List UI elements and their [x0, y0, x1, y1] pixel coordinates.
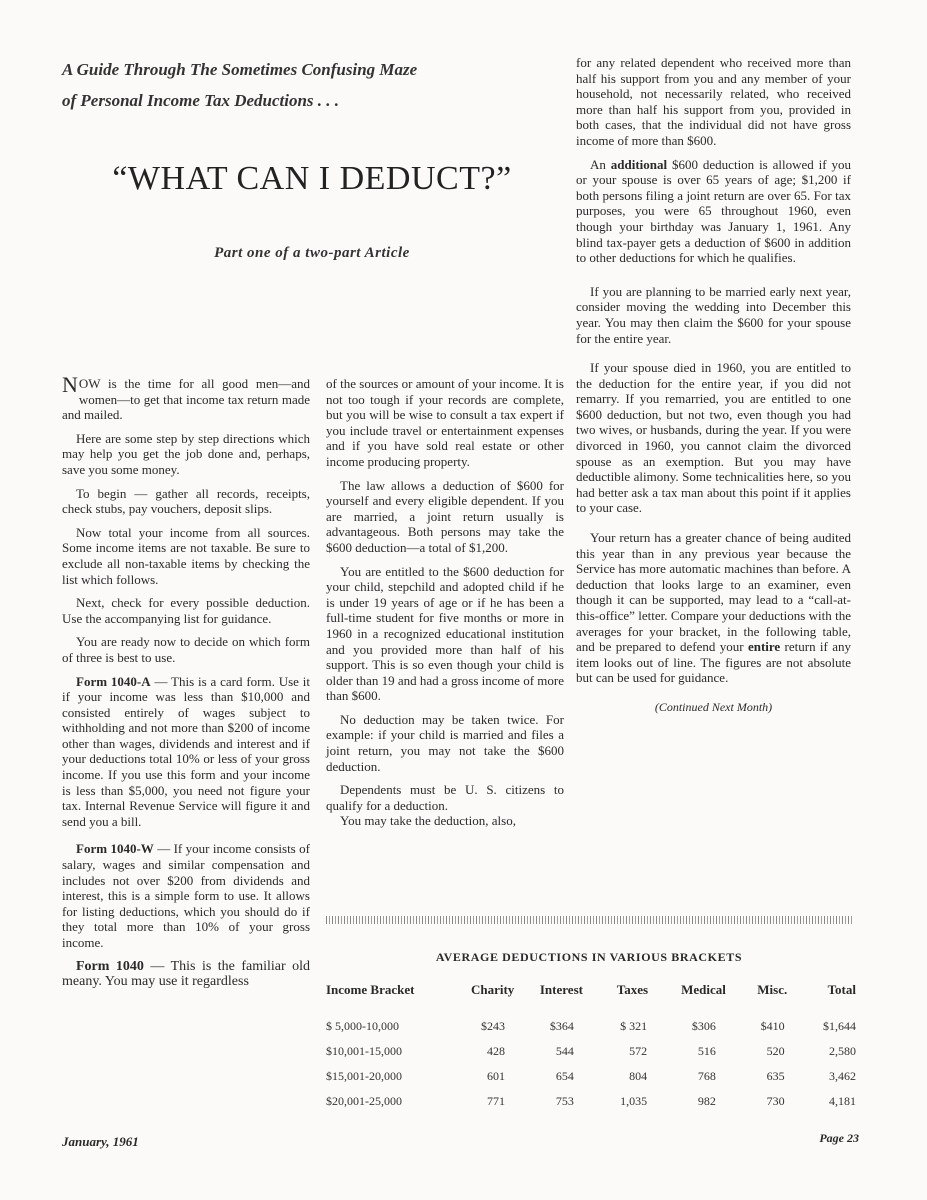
paragraph-text: return if any item looks out of line. The figures are not absolute but can be used for guidance. [576, 639, 851, 686]
column-header: Misc. [757, 982, 788, 997]
table-row [326, 1089, 856, 1114]
article-subtitle: Part one of a two-part Article [214, 245, 410, 261]
paragraph: No deduction may be taken twice. For example: if your child is married and files a joint return, you may not take the $600 deduction. [326, 711, 564, 774]
table-cell: 771 [487, 1094, 506, 1108]
table-cell: 730 [766, 1094, 785, 1108]
emphasis: additional [610, 156, 668, 172]
table-cell: 544 [555, 1044, 574, 1058]
middle-column [326, 376, 564, 837]
paragraph: If your spouse died in 1960, you are entitled to the deduction for the entire year, if you did not remarry. If you remarried, you are entitled to one $600 deduction, but not two, even though you had two wives, or husbands, during the year. If you were divorced in 1960, you cannot claim the divorced spouse as an exemption. But you may have deductible alimony. Some technicalities here, so you had better ask a tax man about this point if it applies to your case. [576, 360, 851, 516]
emphasis: entire [747, 639, 781, 655]
paragraph: If you are planning to be married early next year, consider moving the wedding into December this year. You may then claim the $600 for your spouse for the entire year. [576, 283, 851, 346]
table-header-row [326, 978, 856, 1014]
column-header: Income Bracket [326, 982, 415, 997]
table-cell: $10,001-15,000 [326, 1044, 402, 1058]
paragraph: To begin — gather all records, receipts, check stubs, pay vouchers, deposit slips. [62, 485, 310, 517]
column-header: Total [827, 982, 856, 997]
table-cell: 654 [555, 1069, 574, 1083]
paragraph-text: An [590, 156, 611, 172]
paragraph-form-1040w [62, 841, 310, 950]
table-cell: $410 [760, 1019, 785, 1033]
paragraph: Now total your income from all sources. Some income items are not taxable. Be sure to exclude all non-taxable items by checking the list which follows. [62, 524, 310, 587]
table-row [326, 1064, 856, 1089]
table-cell: 4,181 [829, 1094, 856, 1108]
table-cell: 3,462 [829, 1069, 856, 1083]
column-header: Medical [681, 982, 726, 997]
kicker-line-1: A Guide Through The Sometimes Confusing Maze [62, 60, 418, 79]
column-header: Interest [539, 982, 583, 997]
table-cell: 1,035 [620, 1094, 648, 1108]
table-title: AVERAGE DEDUCTIONS IN VARIOUS BRACKETS [435, 950, 743, 964]
table-cell: $15,001-20,000 [326, 1069, 402, 1083]
form-label: Form 1040-W [76, 841, 154, 857]
kicker-line-2: of Personal Income Tax Deductions . . . [62, 91, 340, 110]
continued-note: (Continued Next Month) [654, 699, 773, 714]
table-cell: $20,001-25,000 [326, 1094, 402, 1108]
decorative-divider [326, 916, 852, 924]
paragraph-text: — If your income consists of salary, wages and similar compensation and includes not over $200 from dividends and interest, this is a simple form to use. It allows for listing deductions, which you should do if they total more than 10% of your gross income. [62, 841, 310, 950]
paragraph [576, 157, 851, 266]
paragraph-text: Your return has a greater chance of being audited this year than in any previous year because the Service has more automatic machines than before. A deduction that looks large to an examiner, even though it can be supported, may lead to a “call-at-this-office” letter. Compare your deductions with the averages for your bracket, in the following table, and be prepared to defend your [576, 530, 851, 655]
table-cell: 753 [555, 1094, 574, 1108]
paragraph: for any related dependent who received more than half his support from you and any member of your household, not necessarily related, who received more than half his support from you, provided in both cases, that the individual did not have gross income of more than $600. [576, 55, 851, 148]
page-number: Page 23 [819, 1131, 859, 1145]
paragraph: The law allows a deduction of $600 for yourself and every eligible dependent. If you are married, a joint return usually is advantageous. Both persons may take the $600 deduction—a total of $1,200. [326, 477, 564, 555]
issue-date: January, 1961 [62, 1134, 139, 1149]
table-cell: 768 [697, 1069, 716, 1083]
paragraph-text: $600 deduction is allowed if you or your spouse is over 65 years of age; $1,200 if both persons filing a joint return are over 65. For tax purposes, you were 65 throughout 1960, even though your birthday was January 1, 1961. Any blind tax-payer gets a deduction of $600 in addition to other deductions for which he qualifies. [576, 156, 851, 266]
paragraph-text: — This is the familiar old meany. You may use it regardless [62, 958, 310, 990]
table-cell: 516 [697, 1044, 716, 1058]
paragraph [576, 530, 851, 686]
paragraph: You are entitled to the $600 deduction for your child, stepchild and adopted child if he is under 19 years of age or if he has been a full-time student for five months or more in 1960 in a recognized educational institution and you provided more than half of his support. This is so even though your child is older than 19 and had a gross income of more than $600. [326, 563, 564, 704]
paragraph: Here are some step by step directions which may help you get the job done and, perhaps, save you some money. [62, 430, 310, 477]
form-label: Form 1040-A [76, 673, 151, 689]
table-cell: 520 [766, 1044, 785, 1058]
table-cell: 804 [629, 1069, 648, 1083]
paragraph: of the sources or amount of your income. It is not too tough if your records are complete, but you will be wise to consult a tax expert if you include travel or entertainment expenses and if you have sold real estate or other income producing property. [326, 376, 564, 469]
paragraph: You may take the deduction, also, [340, 813, 516, 829]
column-header: Taxes [616, 982, 649, 997]
table-cell: $1,644 [823, 1019, 856, 1033]
table-cell: $ 321 [620, 1019, 648, 1033]
paragraph-text: — This is a card form. Use it if your income was less than $10,000 and consisted entirely of wages subject to withholding and not more than $200 of income other than wages, dividends and interest and if your deductions total 10% or less of your gross income. If you use this form and your income is less than $5,000, you need not figure your tax. Internal Revenue Service will figure it and send you a bill. [62, 673, 310, 829]
form-label: Form 1040 [76, 958, 144, 974]
table-cell: 428 [487, 1044, 506, 1058]
table-cell: $ 5,000-10,000 [326, 1019, 399, 1033]
table-row [326, 1014, 856, 1039]
table-cell: 982 [697, 1094, 716, 1108]
table-cell: 635 [766, 1069, 785, 1083]
table-cell: $306 [691, 1019, 716, 1033]
column-header: Charity [470, 982, 515, 997]
left-column [62, 372, 310, 998]
paragraph: Dependents must be U. S. citizens to qualify for a deduction. [326, 782, 564, 813]
article-title: “WHAT CAN I DEDUCT?” [112, 160, 512, 197]
deductions-table [326, 978, 856, 1114]
table-cell: 2,580 [829, 1044, 856, 1058]
table-cell: 572 [629, 1044, 648, 1058]
paragraph [62, 372, 310, 423]
table-cell: 601 [487, 1069, 506, 1083]
paragraph-text: OW is the time for all good men—and women—to get that income tax return made and mailed. [62, 376, 310, 423]
drop-cap: N [62, 372, 78, 397]
table-cell: $243 [481, 1019, 506, 1033]
paragraph-form-1040a [62, 674, 310, 830]
paragraph: Next, check for every possible deduction. Use the accompanying list for guidance. [62, 595, 310, 626]
right-column [576, 55, 851, 724]
table-cell: $364 [549, 1019, 574, 1033]
paragraph: You are ready now to decide on which form of three is best to use. [62, 634, 310, 665]
table-row [326, 1039, 856, 1064]
paragraph-form-1040 [62, 959, 310, 990]
